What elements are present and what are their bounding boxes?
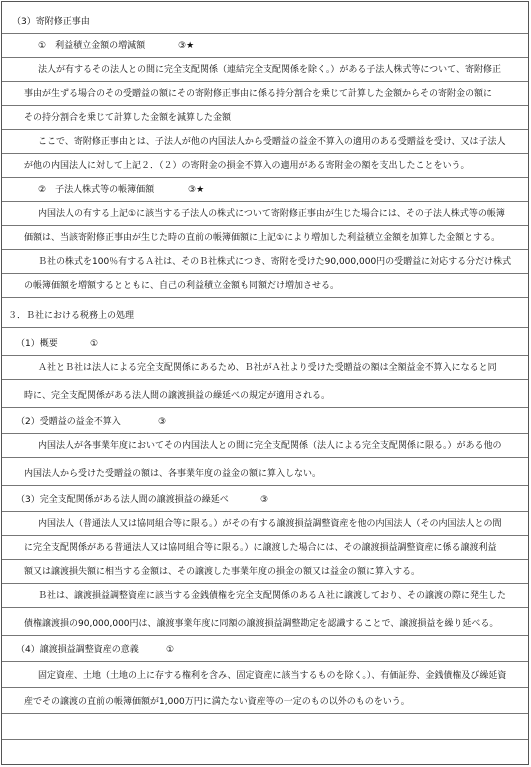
sub-3-score-mark: ③ [260,495,269,505]
item-1-text-4: ここで、寄附修正事由とは、子法人が他の内国法人から受贈益の益金不算入の適用のある受贈益を受け、又は子法人 [38,137,506,147]
sub-2-score-mark: ③ [158,417,167,427]
sub-3-line [2,584,528,608]
item-1-line [2,106,528,130]
item-2-score-mark: ③★ [188,185,205,195]
item-2-line [2,274,528,298]
section-3-heading-row [2,2,528,34]
sub-1-score-mark: ① [90,339,99,349]
sub-3-text-1: 内国法人（普通法人又は協同組合等に限る。）がその有する譲渡損益調整資産を他の内国法人（その内国法人との間 [38,519,502,529]
item-2-line [2,202,528,226]
item-1-line [2,58,528,82]
item-1-line [2,82,528,106]
item-1-line [2,130,528,154]
sub-2-label: （2）受贈益の益金不算入 [16,417,121,427]
sub-1-line [2,380,528,408]
sub-3-heading-row [2,486,528,512]
item-2-line [2,226,528,250]
part-3-heading-row [2,298,528,328]
sub-2-text-2: 内国法人から受けた受贈益の額は、各事業年度の益金の額に算入しない。 [24,469,322,479]
section-3-heading: （3）寄附修正事由 [12,17,90,27]
item-2-text-2: 価額は、当該寄附修正事由が生じた時の直前の帳簿価額に上記①により増加した利益積立金額を加算した金額とする。 [24,233,501,243]
sub-4-score-mark: ① [166,645,175,655]
blank-line [2,714,528,740]
item-1-label: ① 利益積立金額の増減額 [38,41,146,51]
sub-3-text-4: Ｂ社は、譲渡損益調整資産に該当する金銭債権を完全支配関係のあるＡ社に譲渡しており、その譲渡の際に発生した [38,591,507,601]
sub-1-text-2: 時に、完全支配関係がある法人間の譲渡損益の繰延べの規定が適用される。 [24,391,331,401]
item-2-line [2,250,528,274]
item-1-heading-row [2,34,528,58]
sub-4-line [2,688,528,714]
sub-3-line [2,512,528,536]
item-1-text-3: その持分割合を乗じて計算した金額を減算した金額 [24,113,232,123]
part-3-heading: ３．Ｂ社における税務上の処理 [8,311,135,321]
answer-sheet [1,1,529,765]
sub-3-line [2,608,528,636]
item-1-line [2,154,528,178]
item-2-text-3: Ｂ社の株式を100％有するＡ社は、そのＢ社株式につき、寄附を受けた90,000,000円の受贈益に対応する分だけ株式 [38,257,512,267]
sub-3-text-3: 額又は譲渡損失額に相当する金額は、その譲渡した事業年度の損金の額又は益金の額に算入する。 [24,567,421,577]
item-2-text-1: 内国法人の有する上記①に該当する子法人の株式について寄附修正事由が生じた場合には、その子法人株式等の帳簿 [38,209,505,219]
item-1-text-1: 法人が有するその法人との間に完全支配関係（連結完全支配関係を除く。）がある子法人株式等について、寄附修正 [38,65,501,75]
sub-1-label: （1）概要 [16,339,58,349]
item-2-heading-row [2,178,528,202]
sub-4-heading-row [2,636,528,662]
item-2-text-4: の帳簿価額を増額するとともに、自己の利益積立金額も同額だけ増加させる。 [24,281,340,291]
sub-2-heading-row [2,408,528,434]
item-1-score-mark: ③★ [178,41,195,51]
sub-3-line [2,560,528,584]
sub-3-label: （3）完全支配関係がある法人間の譲渡損益の繰延べ [16,495,229,505]
sub-4-text-1: 固定資産、土地（土地の上に存する権利を含み、固定資産に該当するものを除く。）、有価証券、金銭債権及び繰延資 [38,671,507,681]
sub-3-line [2,536,528,560]
sub-4-label: （4）譲渡損益調整資産の意義 [16,645,139,655]
sub-3-text-5: 債権譲渡損の90,000,000円は、譲渡事業年度に同額の譲渡損益調整勘定を認識することで、譲渡損益を繰り延べる。 [24,619,499,629]
sub-1-line [2,356,528,380]
sub-4-line [2,662,528,688]
sub-2-line [2,458,528,486]
sub-1-heading-row [2,328,528,356]
sub-4-text-2: 産でその譲渡の直前の帳簿価額が1,000万円に満たない資産等の一定のもの以外のものをいう。 [24,697,410,707]
item-2-label: ② 子法人株式等の帳簿価額 [38,185,155,195]
sub-3-text-2: に完全支配関係がある普通法人又は協同組合等に限る。）に譲渡した場合には、その譲渡損益調整資産に係る譲渡利益 [24,543,497,553]
sub-2-text-1: 内国法人が各事業年度においてその内国法人との間に完全支配関係（法人による完全支配関係に限る。）がある他の [38,441,502,451]
item-1-text-5: が他の内国法人に対して上記２．（２）の寄附金の損金不算入の適用がある寄附金の額を支出したことをいう。 [24,161,470,171]
sub-1-text-1: Ａ社とＢ社は法人による完全支配関係にあるため、Ｂ社がＡ社より受けた受贈益の額は全額益金不算入になると同 [38,363,497,373]
sub-2-line [2,434,528,458]
item-1-text-2: 事由が生ずる場合のその受贈益の額にその寄附修正事由に係る持分割合を乗じて計算した金額からその寄附金の額に [24,89,493,99]
